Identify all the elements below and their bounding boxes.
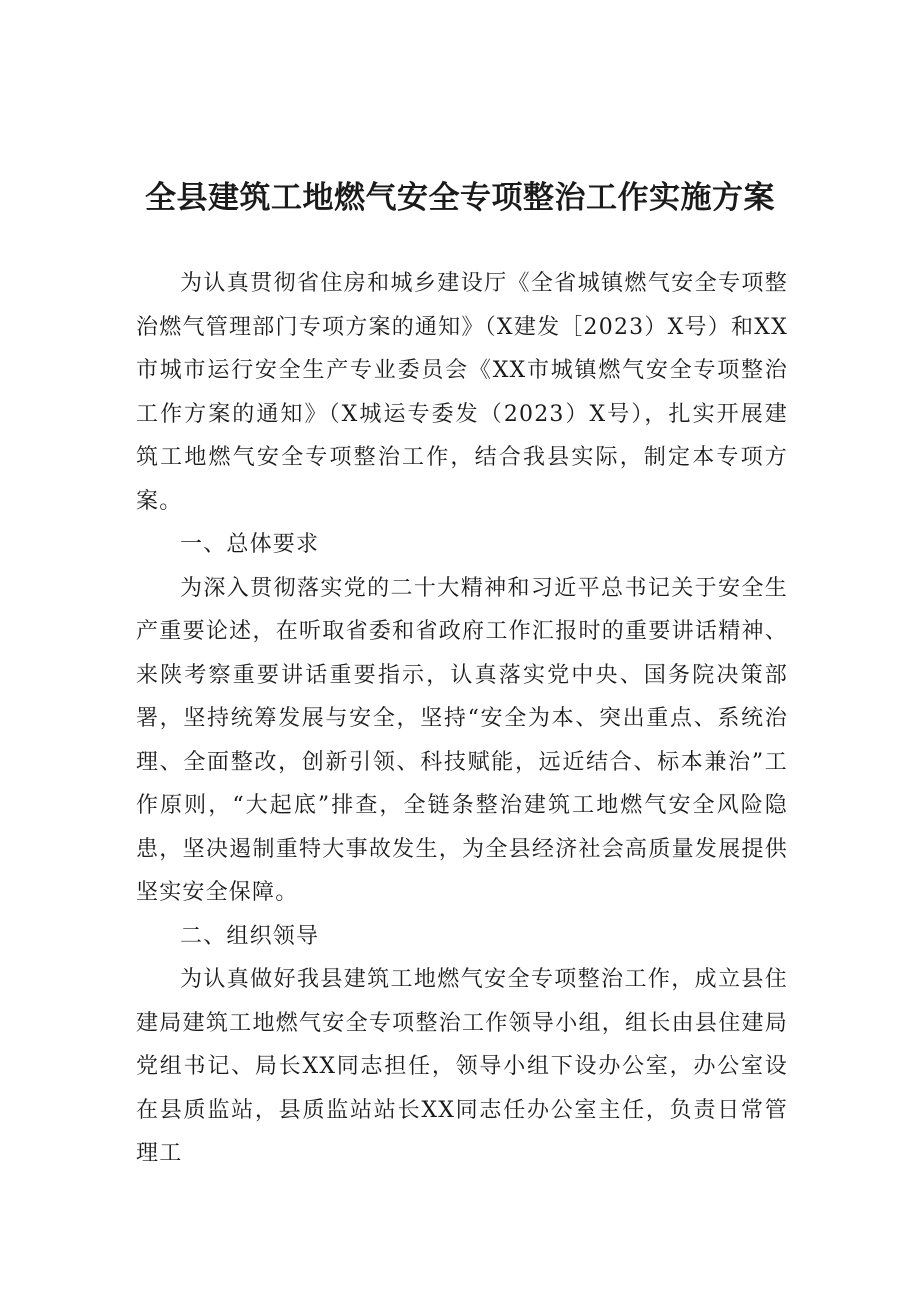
intro-paragraph: 为认真贯彻省住房和城乡建设厅《全省城镇燃气安全专项整治燃气管理部门专项方案的通知》（X建发［2023）X号）和XX市城市运行安全生产专业委员会《XX市城镇燃气安全专项整治工作方案的通知》（X城运专委发（2023）X号），扎实开展建筑工地燃气安全专项整治工作，结合我县实际，制定本专项方案。 [136, 271, 788, 514]
document-body [136, 262, 788, 1176]
document-title: 全县建筑工地燃气安全专项整治工作实施方案 [145, 180, 775, 216]
organization-leadership-paragraph: 为认真做好我县建筑工地燃气安全专项整治工作，成立县住建局建筑工地燃气安全专项整治工作领导小组，组长由县住建局党组书记、局长XX同志担任，领导小组下设办公室，办公室设在县质监站，县质监站站长XX同志任办公室主任，负责日常管理工 [136, 967, 788, 1166]
section-heading-general-requirements: 一、总体要求 [180, 532, 320, 557]
general-requirements-paragraph: 为深入贯彻落实党的二十大精神和习近平总书记关于安全生产重要论述，在听取省委和省政府工作汇报时的重要讲话精神、来陕考察重要讲话重要指示，认真落实党中央、国务院决策部署，坚持统筹发展与安全，坚持“安全为本、突出重点、系统治理、全面整改，创新引领、科技赋能，远近结合、标本兼治”工作原则，“大起底”排查，全链条整治建筑工地燃气安全风险隐患，坚决遏制重特大事故发生，为全县经济社会高质量发展提供坚实安全保障。 [136, 575, 788, 905]
section-heading-organization-leadership: 二、组织领导 [180, 923, 320, 949]
